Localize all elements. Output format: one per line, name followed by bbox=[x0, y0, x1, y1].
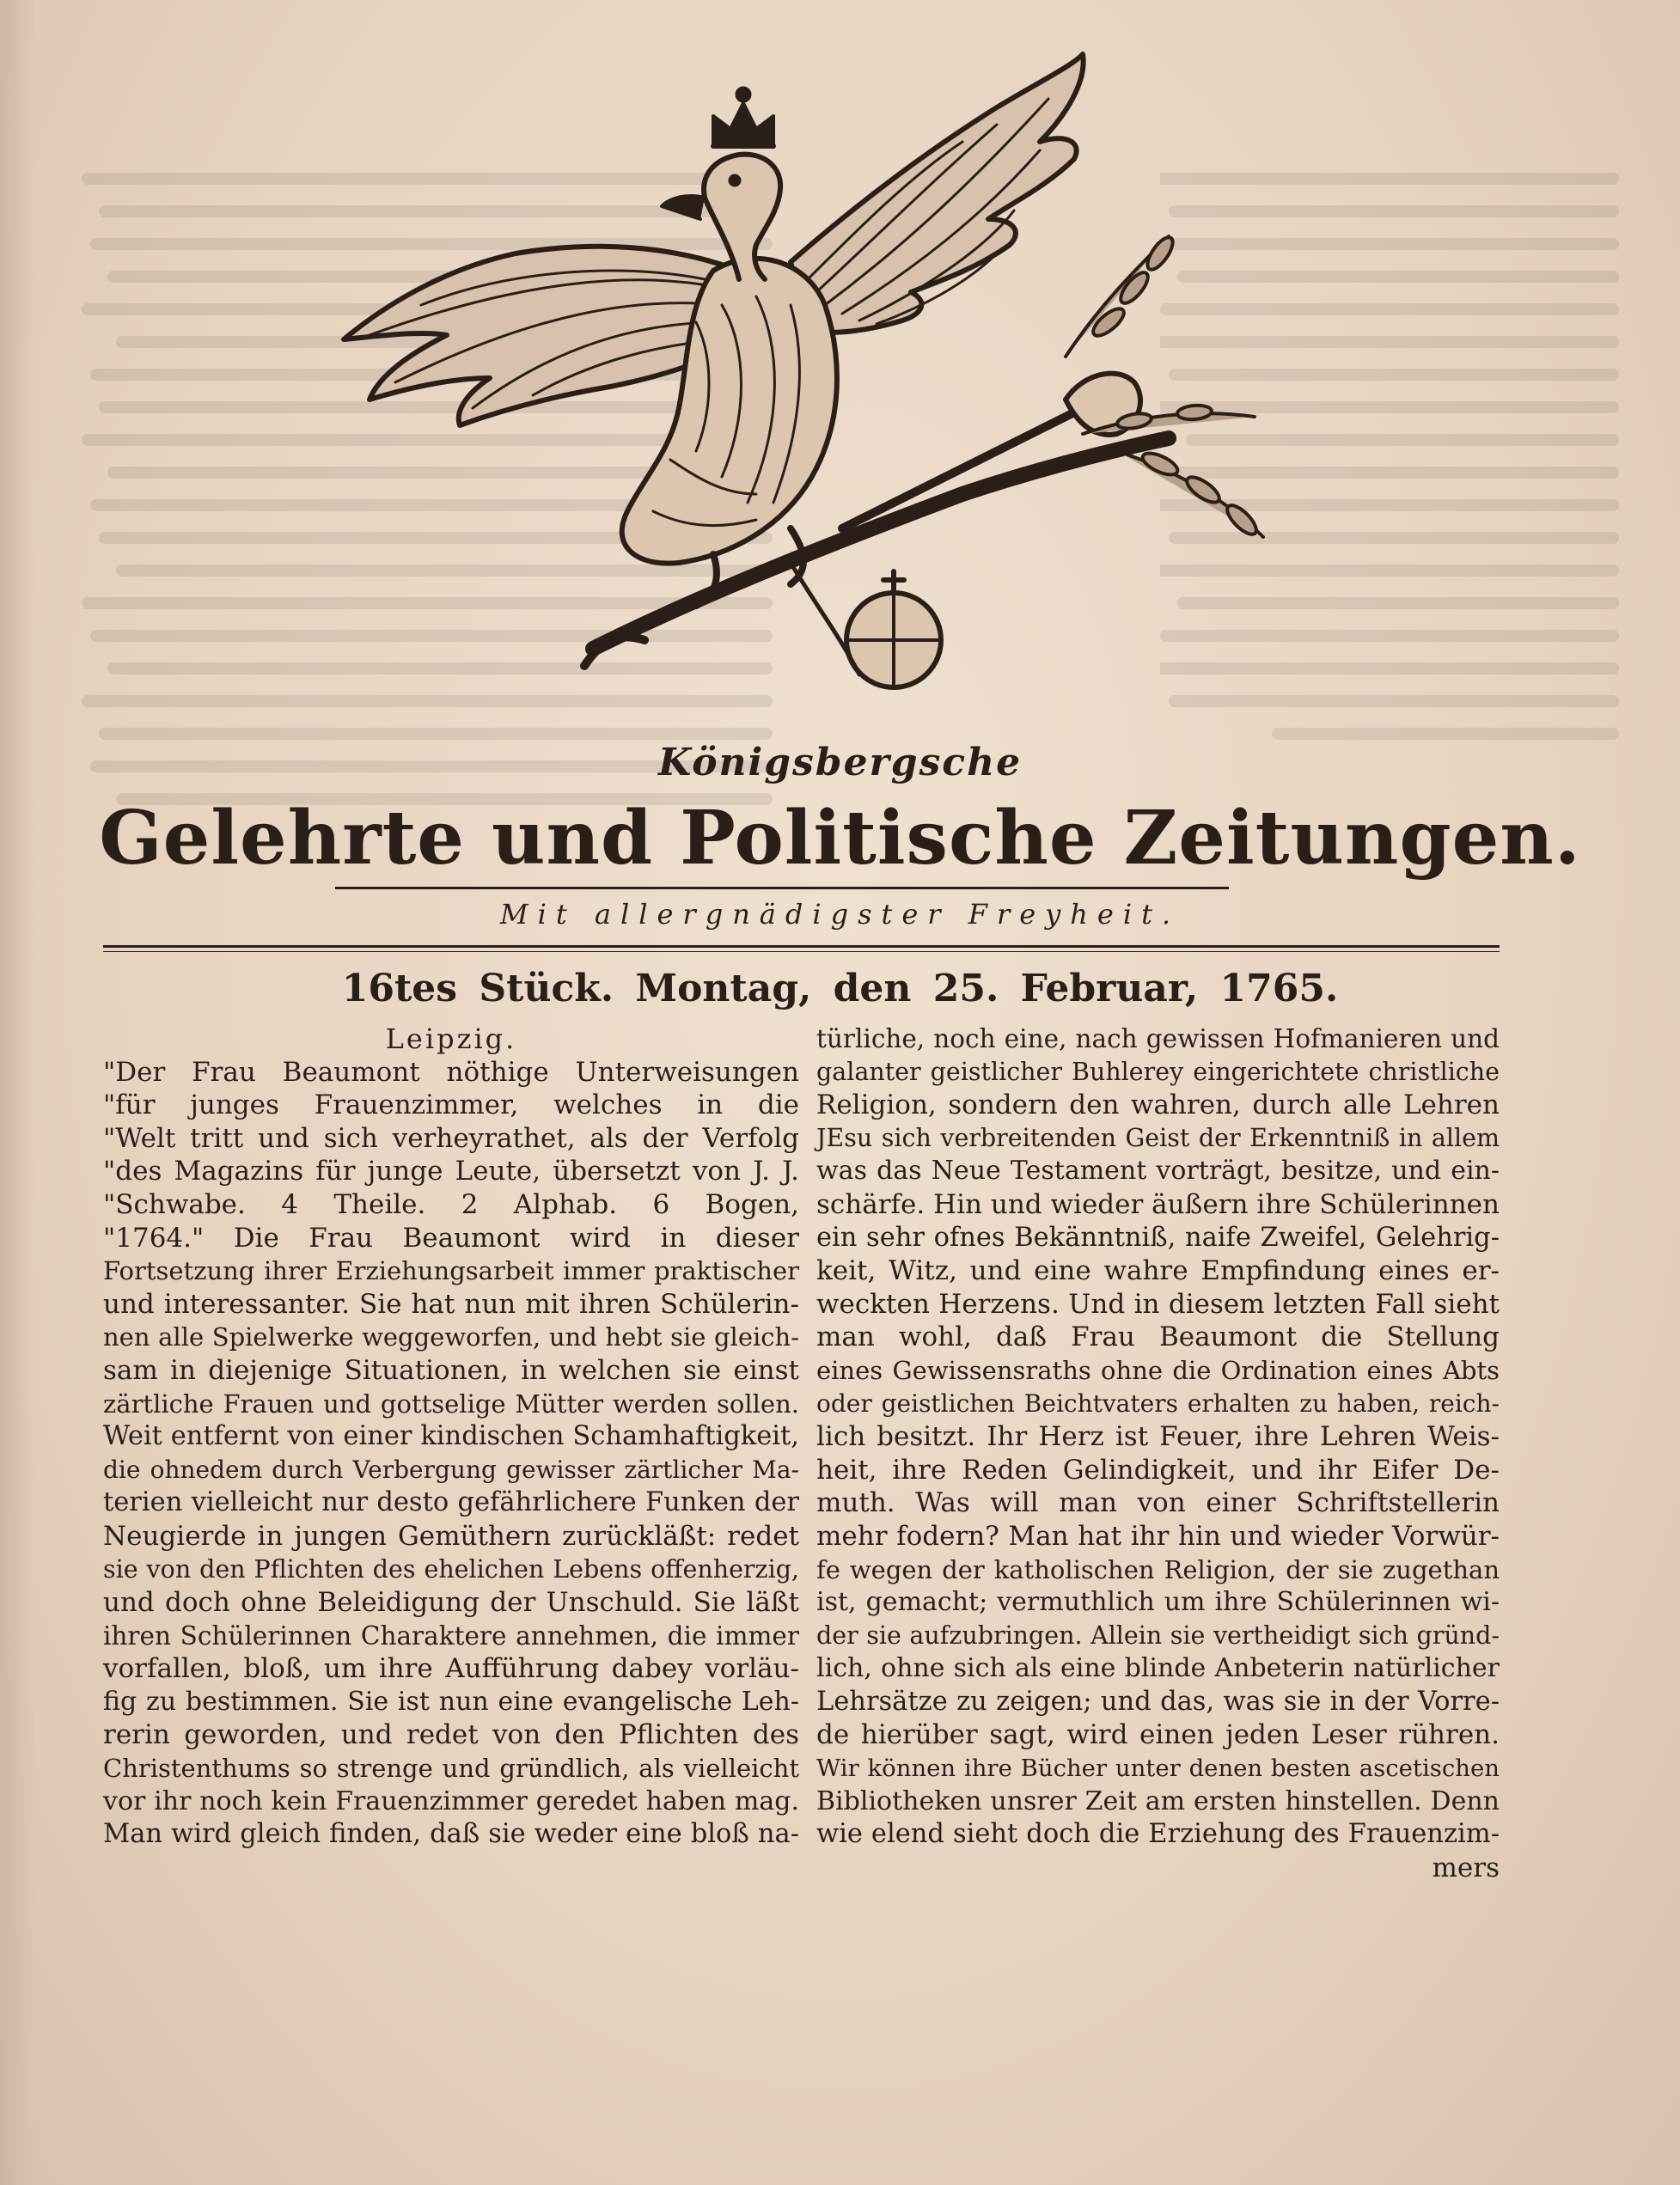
text-line: sam in diejenige Situationen, in welchen sie einst bbox=[103, 1354, 799, 1386]
issue-date-line: 16tes Stück. Montag, den 25. Februar, 1765. bbox=[341, 967, 1339, 1010]
text-line: die ohnedem durch Verbergung gewisser zärtlicher Ma- bbox=[103, 1455, 799, 1484]
text-line: "Welt tritt und sich verheyrathet, als der Verfolg bbox=[103, 1122, 799, 1154]
text-line: fig zu bestimmen. Sie ist nun eine evangelische Leh- bbox=[103, 1686, 799, 1717]
text-line: rerin geworden, und redet von den Pflichten des bbox=[103, 1719, 799, 1751]
text-line: Man wird gleich finden, daß sie weder eine bloß na- bbox=[103, 1819, 799, 1850]
text-line: wie elend sieht doch die Erziehung des Frauenzim- bbox=[816, 1819, 1500, 1850]
article-heading: Leipzig. bbox=[385, 1022, 517, 1055]
text-line: Christenthums so strenge und gründlich, als vielleicht bbox=[103, 1754, 799, 1784]
catchword: mers bbox=[1432, 1852, 1500, 1883]
text-line: türliche, noch eine, nach gewissen Hofmanieren und bbox=[816, 1024, 1500, 1053]
text-line: und doch ohne Beleidigung der Unschuld. Sie läßt bbox=[103, 1587, 799, 1619]
text-line: man wohl, daß Frau Beaumont die Stellung bbox=[816, 1321, 1500, 1353]
text-line: Wir können ihre Bücher unter denen besten ascetischen bbox=[816, 1755, 1500, 1783]
text-line: ein sehr ofnes Bekänntniß, naife Zweifel, Gelehrig- bbox=[816, 1222, 1500, 1253]
text-line: mehr fodern? Man hat ihr hin und wieder Vorwür- bbox=[816, 1520, 1500, 1552]
text-line: vorfallen, bloß, um ihre Aufführung dabey vorläu- bbox=[103, 1653, 799, 1685]
text-line: JEsu sich verbreitenden Geist der Erkenntniß in allem bbox=[816, 1123, 1500, 1152]
text-line: Fortsetzung ihrer Erziehungsarbeit immer praktischer bbox=[103, 1256, 799, 1286]
text-line: Religion, sondern den wahren, durch alle Lehren bbox=[816, 1089, 1500, 1121]
text-line: "1764." Die Frau Beaumont wird in dieser bbox=[103, 1222, 799, 1254]
text-line: zärtliche Frauen und gottselige Mütter werden sollen. bbox=[103, 1389, 799, 1419]
page-fold-shadow bbox=[0, 0, 34, 2185]
text-line: schärfe. Hin und wieder äußern ihre Schülerinnen bbox=[816, 1188, 1500, 1220]
text-line: ihren Schülerinnen Charaktere annehmen, die immer bbox=[103, 1620, 799, 1651]
text-line: keit, Witz, und eine wahre Empfindung eines er- bbox=[816, 1255, 1500, 1287]
text-line: Weit entfernt von einer kindischen Schamhaftigkeit, bbox=[103, 1421, 799, 1452]
masthead-title: Gelehrte und Politische Zeitungen. bbox=[99, 795, 1581, 882]
text-line: "des Magazins für junge Leute, übersetzt von J. J. bbox=[103, 1156, 799, 1187]
title-rule bbox=[335, 887, 1229, 889]
right-column bbox=[816, 1022, 1500, 1884]
text-line: Bibliotheken unsrer Zeit am ersten hinstellen. Denn bbox=[816, 1785, 1500, 1816]
text-line: weckten Herzens. Und in diesem letzten Fall sieht bbox=[816, 1288, 1500, 1320]
text-line: terien vielleicht nur desto gefährlichere Funken der bbox=[103, 1487, 799, 1518]
text-line: "Der Frau Beaumont nöthige Unterweisungen bbox=[103, 1056, 799, 1088]
text-line: vor ihr noch kein Frauenzimmer geredet haben mag. bbox=[103, 1785, 799, 1816]
text-line: "für junges Frauenzimmer, welches in die bbox=[103, 1089, 799, 1121]
text-line: muth. Was will man von einer Schriftstellerin bbox=[816, 1487, 1500, 1519]
text-line: lich besitzt. Ihr Herz ist Feuer, ihre Lehren Weis- bbox=[816, 1421, 1500, 1453]
header-rule-bottom bbox=[103, 951, 1500, 952]
text-line: heit, ihre Reden Gelindigkeit, und ihr Eifer De- bbox=[816, 1454, 1500, 1486]
privilege-line: Mit allergnädigster Freyheit. bbox=[499, 898, 1181, 931]
text-line: was das Neue Testament vorträgt, besitze, und ein- bbox=[816, 1156, 1500, 1187]
text-line: der sie aufzubringen. Allein sie vertheidigt sich gründ- bbox=[816, 1620, 1500, 1650]
header-rule-top bbox=[103, 945, 1500, 948]
masthead-subtitle: Königsbergsche bbox=[657, 741, 1023, 784]
text-line: Lehrsätze zu zeigen; und das, was sie in der Vorre- bbox=[816, 1686, 1500, 1717]
crowned-eagle-emblem-icon bbox=[309, 47, 1323, 743]
text-line: oder geistlichen Beichtvaters erhalten zu haben, reich- bbox=[816, 1389, 1500, 1418]
left-column bbox=[103, 1022, 799, 1852]
text-line: "Schwabe. 4 Theile. 2 Alphab. 6 Bogen, bbox=[103, 1188, 799, 1220]
text-line: de hierüber sagt, wird einen jeden Leser rühren. bbox=[816, 1719, 1500, 1751]
text-line: nen alle Spielwerke weggeworfen, und hebt sie gleich- bbox=[103, 1322, 799, 1352]
text-line: lich, ohne sich als eine blinde Anbeterin natürlicher bbox=[816, 1653, 1500, 1684]
text-line: fe wegen der katholischen Religion, der sie zugethan bbox=[816, 1554, 1500, 1584]
text-line: ist, gemacht; vermuthlich um ihre Schülerinnen wi- bbox=[816, 1587, 1500, 1618]
text-line: sie von den Pflichten des ehelichen Lebens offenherzig, bbox=[103, 1554, 799, 1584]
text-line: und interessanter. Sie hat nun mit ihren Schülerin- bbox=[103, 1288, 799, 1320]
text-line: galanter geistlicher Buhlerey eingerichtete christliche bbox=[816, 1057, 1500, 1086]
text-line: eines Gewissensraths ohne die Ordination eines Abts bbox=[816, 1355, 1500, 1385]
text-line: Neugierde in jungen Gemüthern zurückläßt: redet bbox=[103, 1520, 799, 1552]
